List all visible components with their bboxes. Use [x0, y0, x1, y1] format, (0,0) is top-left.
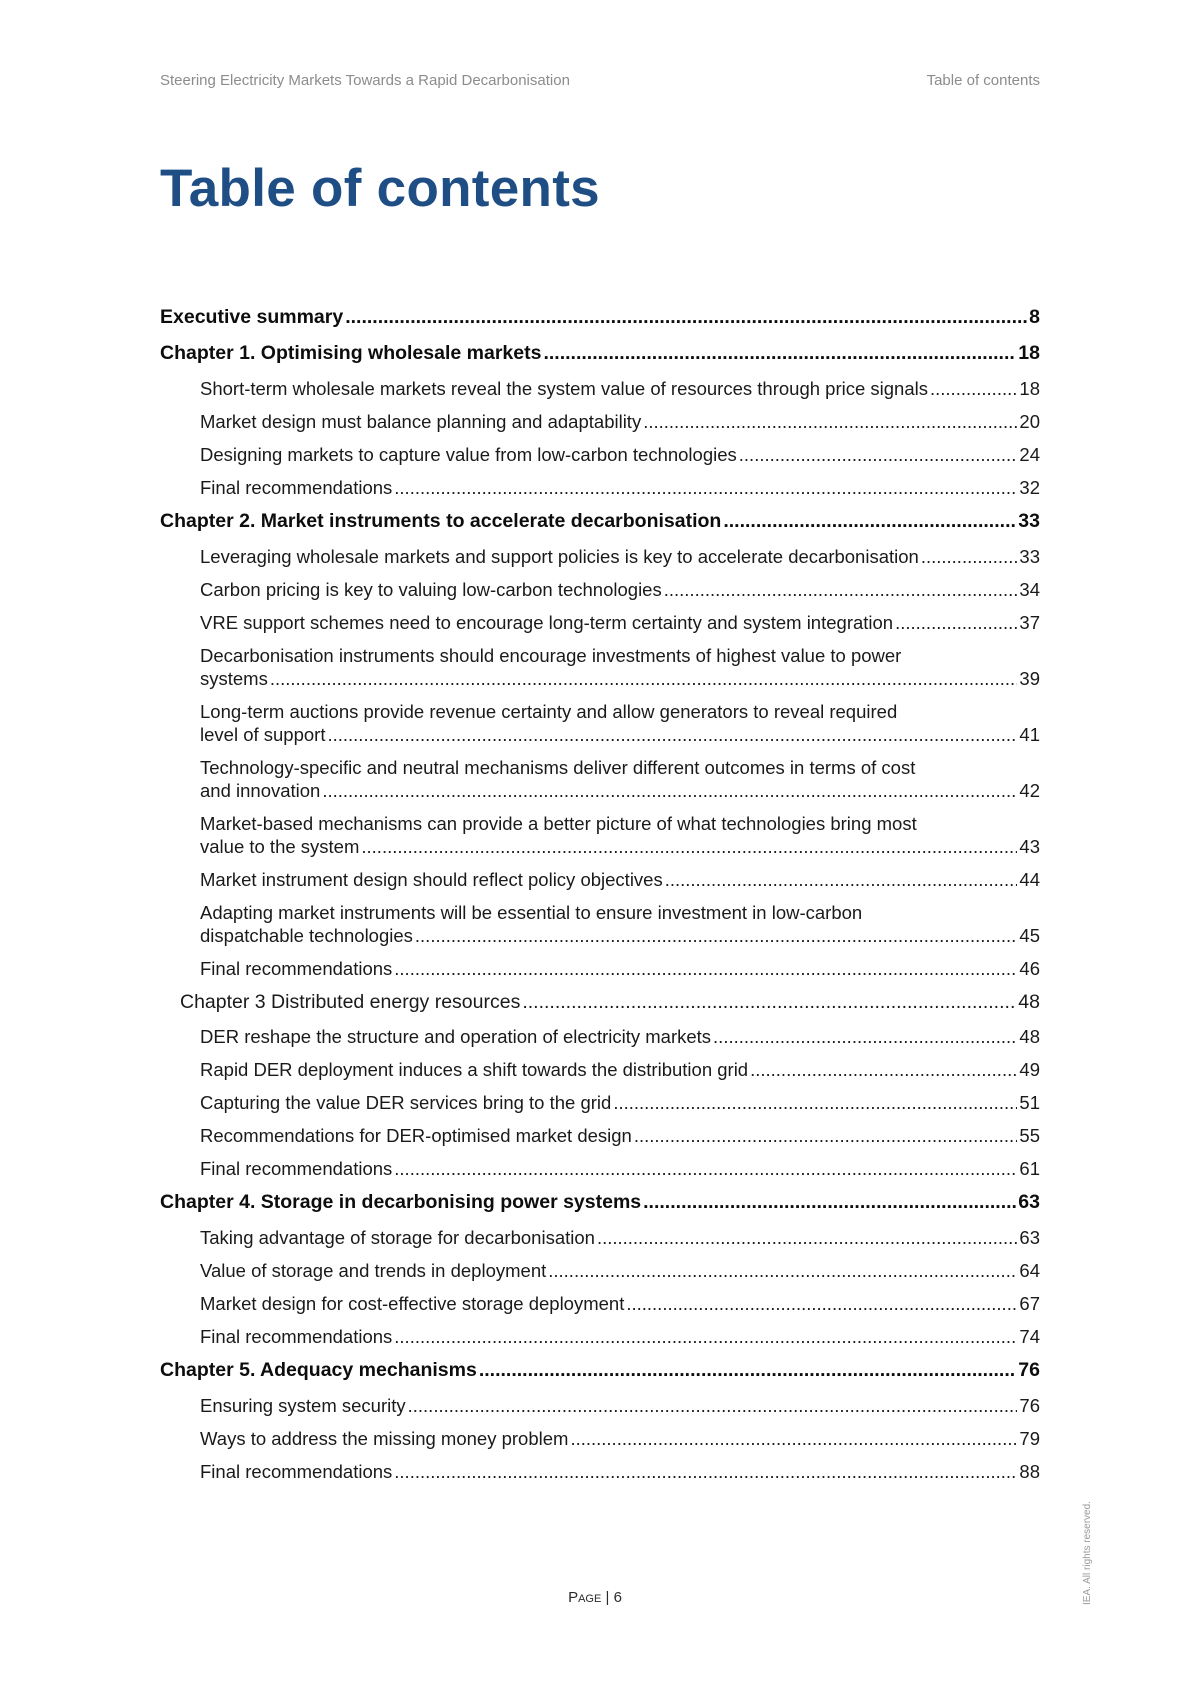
toc-entry-page: 20 — [1019, 411, 1040, 432]
toc-dot-leader — [643, 1190, 1016, 1214]
toc-entry[interactable] — [160, 1259, 1040, 1282]
toc-entry-title: Chapter 4. Storage in decarbonising power systems — [160, 1191, 642, 1213]
toc-entry-title-line: Long-term auctions provide revenue certainty and allow generators to reveal required — [200, 701, 898, 722]
toc-entry-title: Chapter 2. Market instruments to accelerate decarbonisation — [160, 510, 722, 532]
toc-entry-title: Leveraging wholesale markets and support policies is key to accelerate decarbonisation — [200, 546, 919, 567]
toc-dot-leader — [921, 545, 1018, 568]
toc-entry-title: Value of storage and trends in deployment — [200, 1260, 547, 1281]
toc-entry[interactable] — [160, 990, 1040, 1014]
toc-dot-leader — [322, 779, 1017, 802]
toc-dot-leader — [750, 1058, 1017, 1081]
toc-entry[interactable] — [160, 957, 1040, 980]
toc-dot-leader — [394, 1325, 1017, 1348]
toc-entry-page: 8 — [1029, 306, 1040, 328]
toc-entry[interactable] — [160, 443, 1040, 466]
toc-dot-leader — [394, 957, 1017, 980]
toc-entry[interactable] — [160, 545, 1040, 568]
toc-entry[interactable] — [160, 578, 1040, 601]
toc-entry-page: 41 — [1019, 724, 1040, 745]
toc-entry-title: systems — [200, 668, 268, 689]
page-title: Table of contents — [160, 159, 600, 218]
toc-entry[interactable] — [160, 1025, 1040, 1048]
toc-entry-page: 55 — [1019, 1125, 1040, 1146]
toc-dot-leader — [394, 476, 1017, 499]
toc-dot-leader — [643, 410, 1017, 433]
toc-dot-leader — [270, 667, 1018, 690]
toc-dot-leader — [723, 509, 1016, 533]
toc-entry-page: 51 — [1019, 1092, 1040, 1113]
toc-dot-leader — [327, 723, 1017, 746]
toc-dot-leader — [930, 377, 1017, 400]
toc-entry-page: 37 — [1019, 612, 1040, 633]
toc-entry-page: 79 — [1019, 1428, 1040, 1449]
page-number: 6 — [613, 1589, 622, 1606]
toc-dot-leader — [626, 1292, 1017, 1315]
toc-entry[interactable] — [160, 377, 1040, 400]
toc-entry[interactable] — [160, 1394, 1040, 1417]
toc-entry-title: Capturing the value DER services bring to the grid — [200, 1092, 612, 1113]
toc-entry[interactable] — [160, 305, 1040, 329]
toc-entry-title: Executive summary — [160, 306, 344, 328]
toc-dot-leader — [739, 443, 1018, 466]
toc-entry-title: Designing markets to capture value from low-carbon technologies — [200, 444, 737, 465]
toc-entry-page: 48 — [1019, 1026, 1040, 1047]
toc-entry[interactable] — [160, 812, 1040, 858]
toc-entry[interactable] — [160, 1124, 1040, 1147]
toc-entry-title: Carbon pricing is key to valuing low-carbon technologies — [200, 579, 662, 600]
toc-dot-leader — [415, 924, 1018, 947]
toc-entry-title-line: Market-based mechanisms can provide a better picture of what technologies bring most — [200, 813, 917, 834]
toc-entry-title: Rapid DER deployment induces a shift towards the distribution grid — [200, 1059, 749, 1080]
toc-entry-title: Chapter 3 Distributed energy resources — [180, 991, 521, 1013]
toc-entry-page: 67 — [1019, 1293, 1040, 1314]
toc-entry-title: DER reshape the structure and operation of electricity markets — [200, 1026, 712, 1047]
toc-entry-title: Market design for cost-effective storage deployment — [200, 1293, 625, 1314]
toc-entry-page: 43 — [1019, 836, 1040, 857]
page-label: Page — [568, 1589, 602, 1606]
toc-entry[interactable] — [160, 700, 1040, 746]
toc-dot-leader — [634, 1124, 1018, 1147]
toc-entry[interactable] — [160, 868, 1040, 891]
running-header-section: Table of contents — [926, 72, 1040, 89]
toc-entry-page: 88 — [1019, 1461, 1040, 1482]
toc-entry-page: 39 — [1019, 668, 1040, 689]
toc-dot-leader — [713, 1025, 1017, 1048]
toc-entry[interactable] — [160, 1190, 1040, 1214]
toc-dot-leader — [408, 1394, 1018, 1417]
toc-entry-page: 46 — [1019, 958, 1040, 979]
toc-entry-page: 33 — [1018, 510, 1040, 532]
page-footer — [0, 1589, 1190, 1606]
toc-entry[interactable] — [160, 1157, 1040, 1180]
toc-entry-page: 76 — [1019, 1395, 1040, 1416]
toc-entry-page: 63 — [1018, 1191, 1040, 1213]
toc-entry-page: 61 — [1019, 1158, 1040, 1179]
toc-entry[interactable] — [160, 644, 1040, 690]
toc-entry-title: Ways to address the missing money problem — [200, 1428, 569, 1449]
toc-dot-leader — [895, 611, 1017, 634]
toc-entry-title: Final recommendations — [200, 477, 393, 498]
table-of-contents — [160, 305, 1040, 1493]
toc-entry[interactable] — [160, 410, 1040, 433]
toc-entry-page: 64 — [1019, 1260, 1040, 1281]
toc-entry-page: 74 — [1019, 1326, 1040, 1347]
toc-entry-page: 45 — [1019, 925, 1040, 946]
toc-entry-page: 34 — [1019, 579, 1040, 600]
toc-entry[interactable] — [160, 1058, 1040, 1081]
toc-entry-title: level of support — [200, 724, 326, 745]
toc-entry-page: 33 — [1019, 546, 1040, 567]
toc-entry-title-line: Adapting market instruments will be essential to ensure investment in low-carbon — [200, 902, 863, 923]
toc-entry-title-line: Decarbonisation instruments should encourage investments of highest value to power — [200, 645, 902, 666]
toc-entry-title: dispatchable technologies — [200, 925, 413, 946]
toc-entry[interactable] — [160, 341, 1040, 365]
toc-entry-page: 18 — [1019, 378, 1040, 399]
toc-entry-title: Final recommendations — [200, 1461, 393, 1482]
toc-entry-title: value to the system — [200, 836, 360, 857]
toc-entry-page: 32 — [1019, 477, 1040, 498]
toc-entry-title: Final recommendations — [200, 958, 393, 979]
running-header-title: Steering Electricity Markets Towards a Rapid Decarbonisation — [160, 72, 570, 89]
toc-entry-title: Final recommendations — [200, 1326, 393, 1347]
toc-entry-page: 76 — [1018, 1359, 1040, 1381]
toc-entry[interactable] — [160, 1292, 1040, 1315]
toc-entry[interactable] — [160, 1091, 1040, 1114]
toc-dot-leader — [479, 1358, 1016, 1382]
toc-entry-title: Taking advantage of storage for decarbonisation — [200, 1227, 595, 1248]
toc-dot-leader — [522, 990, 1016, 1014]
toc-entry-title: Market design must balance planning and adaptability — [200, 411, 642, 432]
toc-dot-leader — [394, 1460, 1017, 1483]
toc-dot-leader — [394, 1157, 1017, 1180]
toc-entry-title: VRE support schemes need to encourage long-term certainty and system integration — [200, 612, 894, 633]
toc-entry[interactable] — [160, 611, 1040, 634]
toc-entry-title: Final recommendations — [200, 1158, 393, 1179]
toc-entry-page: 49 — [1019, 1059, 1040, 1080]
toc-entry-title: Chapter 1. Optimising wholesale markets — [160, 342, 542, 364]
toc-entry-page: 24 — [1019, 444, 1040, 465]
toc-entry-title: Recommendations for DER-optimised market design — [200, 1125, 632, 1146]
toc-dot-leader — [548, 1259, 1017, 1282]
toc-entry[interactable] — [160, 1325, 1040, 1348]
toc-entry-title-line: Technology-specific and neutral mechanisms deliver different outcomes in terms of cost — [200, 757, 916, 778]
toc-entry[interactable] — [160, 901, 1040, 947]
toc-dot-leader — [543, 341, 1016, 365]
toc-entry-title: Market instrument design should reflect policy objectives — [200, 869, 663, 890]
toc-dot-leader — [361, 835, 1017, 858]
page-separator: | — [605, 1589, 610, 1606]
toc-entry-page: 63 — [1019, 1227, 1040, 1248]
toc-entry[interactable] — [160, 509, 1040, 533]
toc-dot-leader — [597, 1226, 1017, 1249]
toc-entry[interactable] — [160, 756, 1040, 802]
toc-dot-leader — [345, 305, 1027, 329]
toc-entry-title: and innovation — [200, 780, 321, 801]
toc-entry-page: 18 — [1018, 342, 1040, 364]
toc-entry[interactable] — [160, 476, 1040, 499]
toc-entry[interactable] — [160, 1226, 1040, 1249]
toc-entry-title: Ensuring system security — [200, 1395, 406, 1416]
toc-entry-page: 42 — [1019, 780, 1040, 801]
toc-dot-leader — [664, 578, 1018, 601]
toc-entry[interactable] — [160, 1460, 1040, 1483]
toc-dot-leader — [665, 868, 1018, 891]
toc-dot-leader — [613, 1091, 1017, 1114]
toc-entry[interactable] — [160, 1358, 1040, 1382]
toc-entry-page: 44 — [1019, 869, 1040, 890]
toc-entry[interactable] — [160, 1427, 1040, 1450]
toc-entry-page: 48 — [1018, 991, 1040, 1013]
toc-entry-title: Chapter 5. Adequacy mechanisms — [160, 1359, 477, 1381]
toc-dot-leader — [570, 1427, 1017, 1450]
toc-entry-title: Short-term wholesale markets reveal the system value of resources through price signals — [200, 378, 928, 399]
rights-notice: IEA. All rights reserved. — [1082, 1501, 1093, 1605]
